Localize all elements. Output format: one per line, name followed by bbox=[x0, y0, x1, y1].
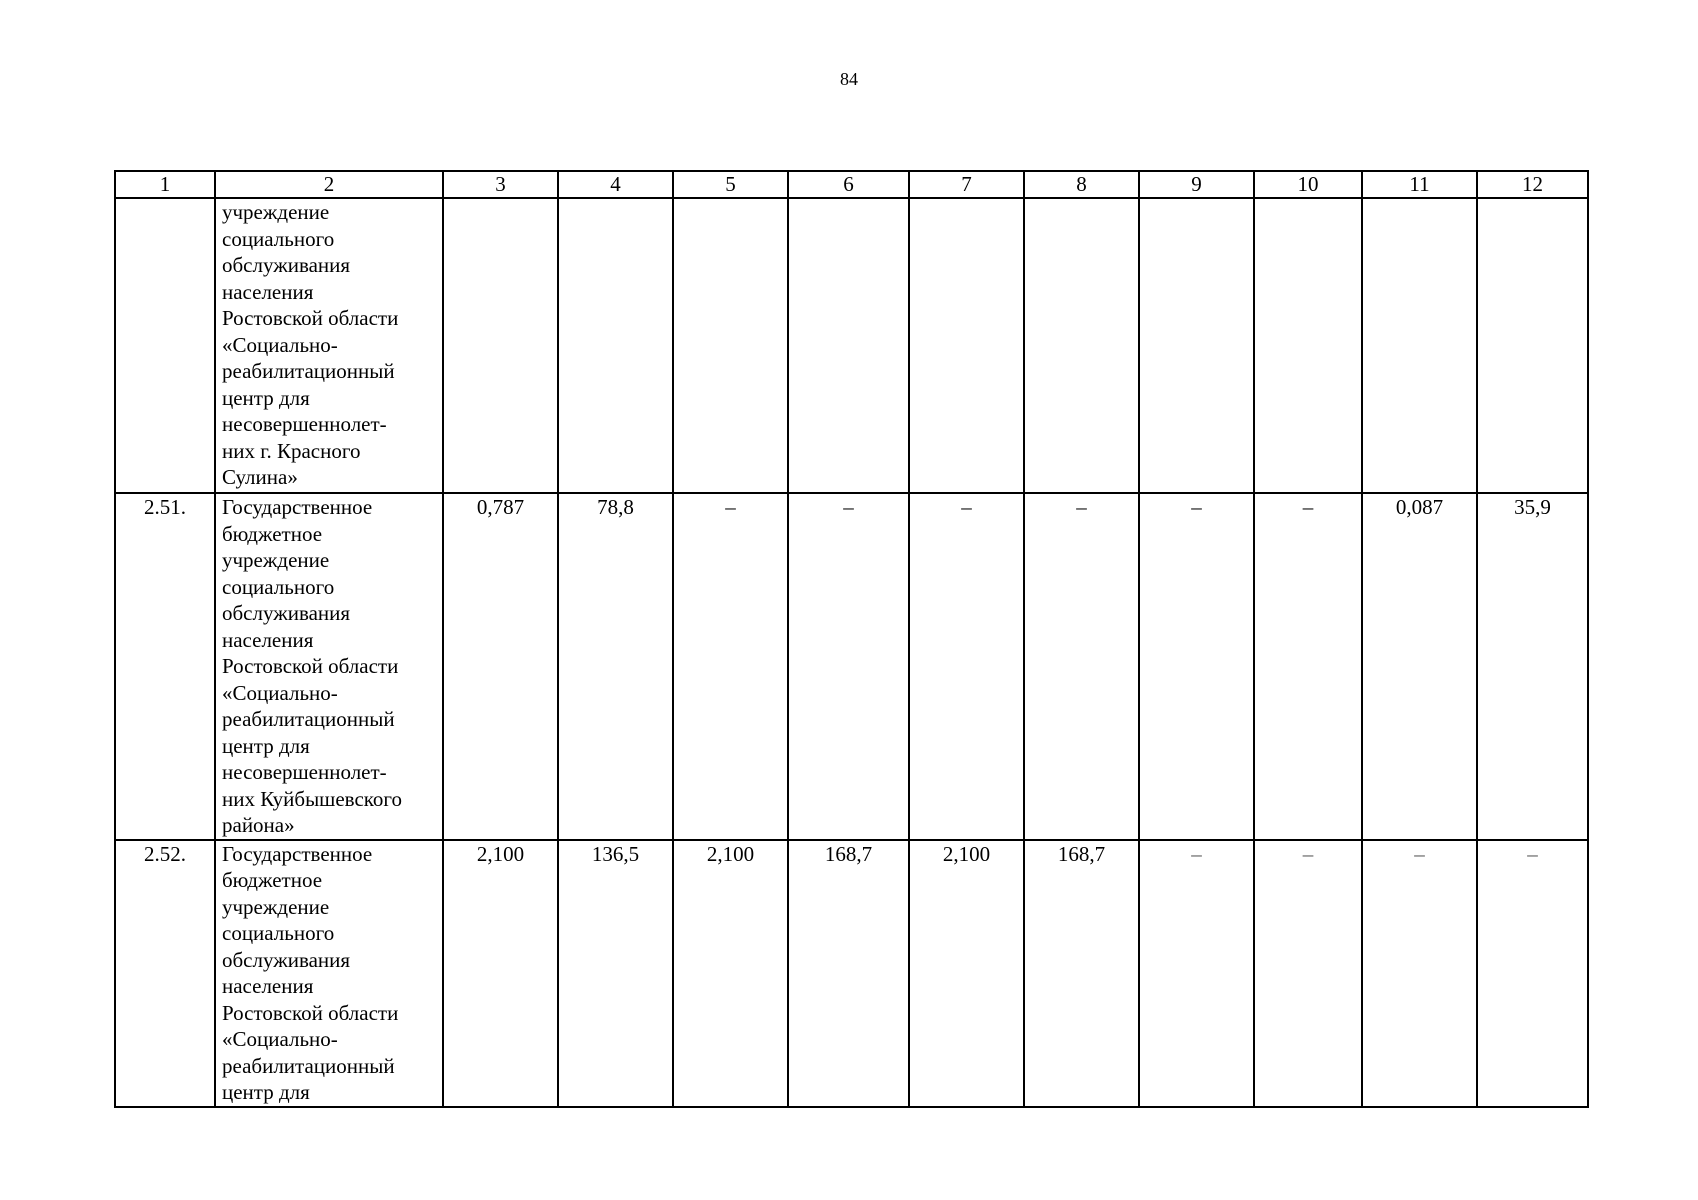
institution-name-cell: Государственное бюджетное учреждение социального обслуживания населения Ростовской области «Социально- реабилитационный центр для несовершеннолет- них Куйбышевского района» bbox=[215, 493, 443, 840]
row-number-cell bbox=[115, 198, 215, 493]
table-cell: – bbox=[788, 493, 909, 840]
column-header: 4 bbox=[558, 171, 673, 198]
column-header: 8 bbox=[1024, 171, 1139, 198]
table-cell: – bbox=[673, 493, 788, 840]
column-header: 2 bbox=[215, 171, 443, 198]
table-cell: 2,100 bbox=[909, 840, 1024, 1107]
column-header: 6 bbox=[788, 171, 909, 198]
table-cell bbox=[788, 198, 909, 493]
column-header: 9 bbox=[1139, 171, 1254, 198]
table-cell: – bbox=[1139, 840, 1254, 1107]
table-row bbox=[115, 840, 1588, 1107]
column-header: 5 bbox=[673, 171, 788, 198]
table-cell: 35,9 bbox=[1477, 493, 1588, 840]
table-cell: 168,7 bbox=[1024, 840, 1139, 1107]
table-cell bbox=[1024, 198, 1139, 493]
column-header: 10 bbox=[1254, 171, 1362, 198]
table-cell: 168,7 bbox=[788, 840, 909, 1107]
table-cell: 0,087 bbox=[1362, 493, 1477, 840]
header-row bbox=[115, 171, 1588, 198]
table-cell bbox=[673, 198, 788, 493]
column-header: 7 bbox=[909, 171, 1024, 198]
column-header: 12 bbox=[1477, 171, 1588, 198]
table-cell: – bbox=[1139, 493, 1254, 840]
table-cell bbox=[1139, 198, 1254, 493]
table-cell bbox=[443, 198, 558, 493]
column-header: 1 bbox=[115, 171, 215, 198]
institution-name-cell: учреждение социального обслуживания населения Ростовской области «Социально- реабилитационный центр для несовершеннолет- них г. Красного Сулина» bbox=[215, 198, 443, 493]
table-cell bbox=[558, 198, 673, 493]
table-cell: 136,5 bbox=[558, 840, 673, 1107]
row-number-cell: 2.51. bbox=[115, 493, 215, 840]
column-header: 3 bbox=[443, 171, 558, 198]
table-cell: 78,8 bbox=[558, 493, 673, 840]
institution-name-cell: Государственное бюджетное учреждение социального обслуживания населения Ростовской области «Социально- реабилитационный центр для bbox=[215, 840, 443, 1107]
page-number: 84 bbox=[840, 69, 858, 89]
row-number-cell: 2.52. bbox=[115, 840, 215, 1107]
table-cell bbox=[909, 198, 1024, 493]
table-cell bbox=[1477, 198, 1588, 493]
table-cell: – bbox=[909, 493, 1024, 840]
table-cell: – bbox=[1254, 840, 1362, 1107]
table-cell bbox=[1362, 198, 1477, 493]
data-table bbox=[114, 170, 1589, 1108]
table-cell bbox=[1254, 198, 1362, 493]
table-row bbox=[115, 198, 1588, 493]
table-cell: 2,100 bbox=[673, 840, 788, 1107]
table-cell: – bbox=[1024, 493, 1139, 840]
table-row bbox=[115, 493, 1588, 840]
table-cell: – bbox=[1477, 840, 1588, 1107]
table-cell: 0,787 bbox=[443, 493, 558, 840]
table-cell: 2,100 bbox=[443, 840, 558, 1107]
column-header: 11 bbox=[1362, 171, 1477, 198]
table-cell: – bbox=[1254, 493, 1362, 840]
table-cell: – bbox=[1362, 840, 1477, 1107]
